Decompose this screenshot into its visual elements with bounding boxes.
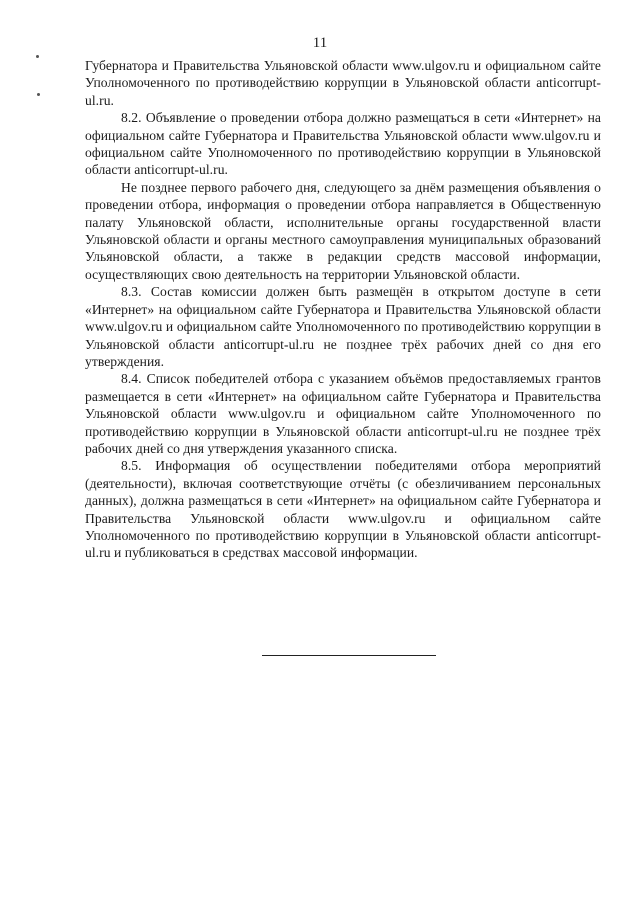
- paragraph-8-4: 8.4. Список победителей отбора с указанием объёмов предоставляемых грантов размещается в сети «Интернет» на официальном сайте Губернатора и Правительства Ульяновской области www.ulgov.ru и официальном сайте Уполномоченного по противодействию коррупции в Ульяновской области anticorrupt-ul.ru не позднее трёх рабочих дней со дня утверждения указанного списка.: [85, 371, 601, 456]
- document-body: [85, 57, 601, 562]
- scan-speck: [37, 93, 40, 96]
- paragraph-8-3: 8.3. Состав комиссии должен быть размещён в открытом доступе в сети «Интернет» на официальном сайте Губернатора и Правительства Ульяновской области www.ulgov.ru и официальном сайте Уполномоченного по противодействию коррупции в Ульяновской области anticorrupt-ul.ru не позднее трёх рабочих дней со дня его утверждения.: [85, 284, 601, 369]
- end-of-document-rule: [262, 655, 436, 656]
- scan-speck: [36, 55, 39, 58]
- paragraph-8-5: 8.5. Информация об осуществлении победителями отбора мероприятий (деятельности), включая соответствующие отчёты (с обезличиванием персональных данных), должна размещаться в сети «Интернет» на официальном сайте Губернатора и Правительства Ульяновской области www.ulgov.ru и официальном сайте Уполномоченного по противодействию коррупции в Ульяновской области anticorrupt-ul.ru и публиковаться в средствах массовой информации.: [85, 458, 601, 561]
- paragraph-notification: Не позднее первого рабочего дня, следующего за днём размещения объявления о проведении отбора, информация о проведении отбора направляется в Общественную палату Ульяновской области, исполнительные органы государственной власти Ульяновской области и органы местного самоуправления муниципальных образований Ульяновской области, а также в редакции средств массовой информации, осуществляющих свою деятельность на территории Ульяновской области.: [85, 179, 601, 282]
- paragraph-continuation: Губернатора и Правительства Ульяновской области www.ulgov.ru и официальном сайте Уполномоченного по противодействию коррупции в Ульяновской области anticorrupt-ul.ru.: [85, 58, 601, 108]
- page-number: 11: [312, 35, 328, 51]
- paragraph-8-2: 8.2. Объявление о проведении отбора должно размещаться в сети «Интернет» на официальном сайте Губернатора и Правительства Ульяновской области www.ulgov.ru и официальном сайте Уполномоченного по противодействию коррупции в Ульяновской области anticorrupt-ul.ru.: [85, 110, 601, 178]
